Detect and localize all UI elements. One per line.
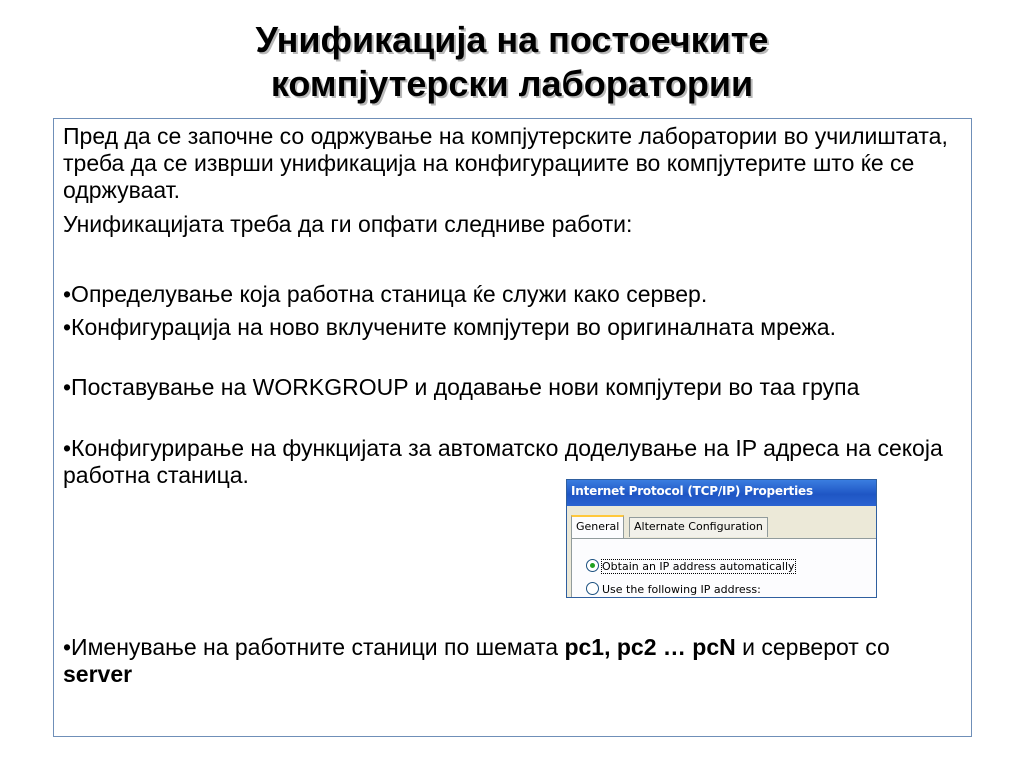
- bullet-server: •Определување која работна станица ќе служи како сервер.: [63, 281, 708, 307]
- tcpip-dialog-screenshot: [566, 479, 877, 598]
- bullet-naming: [63, 634, 963, 688]
- intro-paragraph: Пред да се започне со одржување на компјутерските лаборатории во училиштата, треба да се изврши унификација на конфигурациите во компјутерите што ќе се одржуваат.: [63, 123, 948, 203]
- radio-selected-icon: [586, 559, 599, 572]
- tab-general[interactable]: General: [571, 515, 624, 539]
- bullet-naming-text-2: и серверот со: [735, 634, 890, 660]
- radio-obtain-ip-auto-label: Obtain an IP address automatically: [602, 560, 795, 573]
- naming-scheme: pc1, pc2 … pcN: [564, 634, 736, 660]
- slide-title-line-2: компјутерски лаборатории: [270, 63, 754, 104]
- scope-paragraph: Унификацијата треба да ги опфати следниве работи:: [63, 211, 633, 237]
- dialog-tabs: [571, 515, 876, 539]
- radio-unselected-icon: [586, 582, 599, 595]
- dialog-panel: [571, 538, 876, 597]
- dialog-title-bar: Internet Protocol (TCP/IP) Properties: [567, 480, 876, 506]
- tab-alternate-configuration[interactable]: Alternate Configuration: [629, 517, 768, 537]
- bullet-network: •Конфигурација на ново вклучените компјутери во оригиналната мрежа.: [63, 314, 836, 340]
- bullet-workgroup: •Поставување на WORKGROUP и додавање нови компјутери во таа група: [63, 374, 860, 400]
- radio-use-following-ip[interactable]: [586, 582, 761, 596]
- bullet-naming-text: •Именување на работните станици по шемата: [63, 634, 565, 660]
- slide-title-line-1: Унификација на постоечките: [255, 19, 769, 60]
- bullet-dhcp: •Конфигурирање на функцијата за автоматско доделување на IP адреса на секоја работна станица.: [63, 435, 943, 488]
- radio-obtain-ip-auto[interactable]: [586, 559, 795, 573]
- slide-title: [40, 18, 984, 106]
- radio-use-following-ip-label: Use the following IP address:: [602, 583, 761, 596]
- server-name: server: [63, 661, 133, 687]
